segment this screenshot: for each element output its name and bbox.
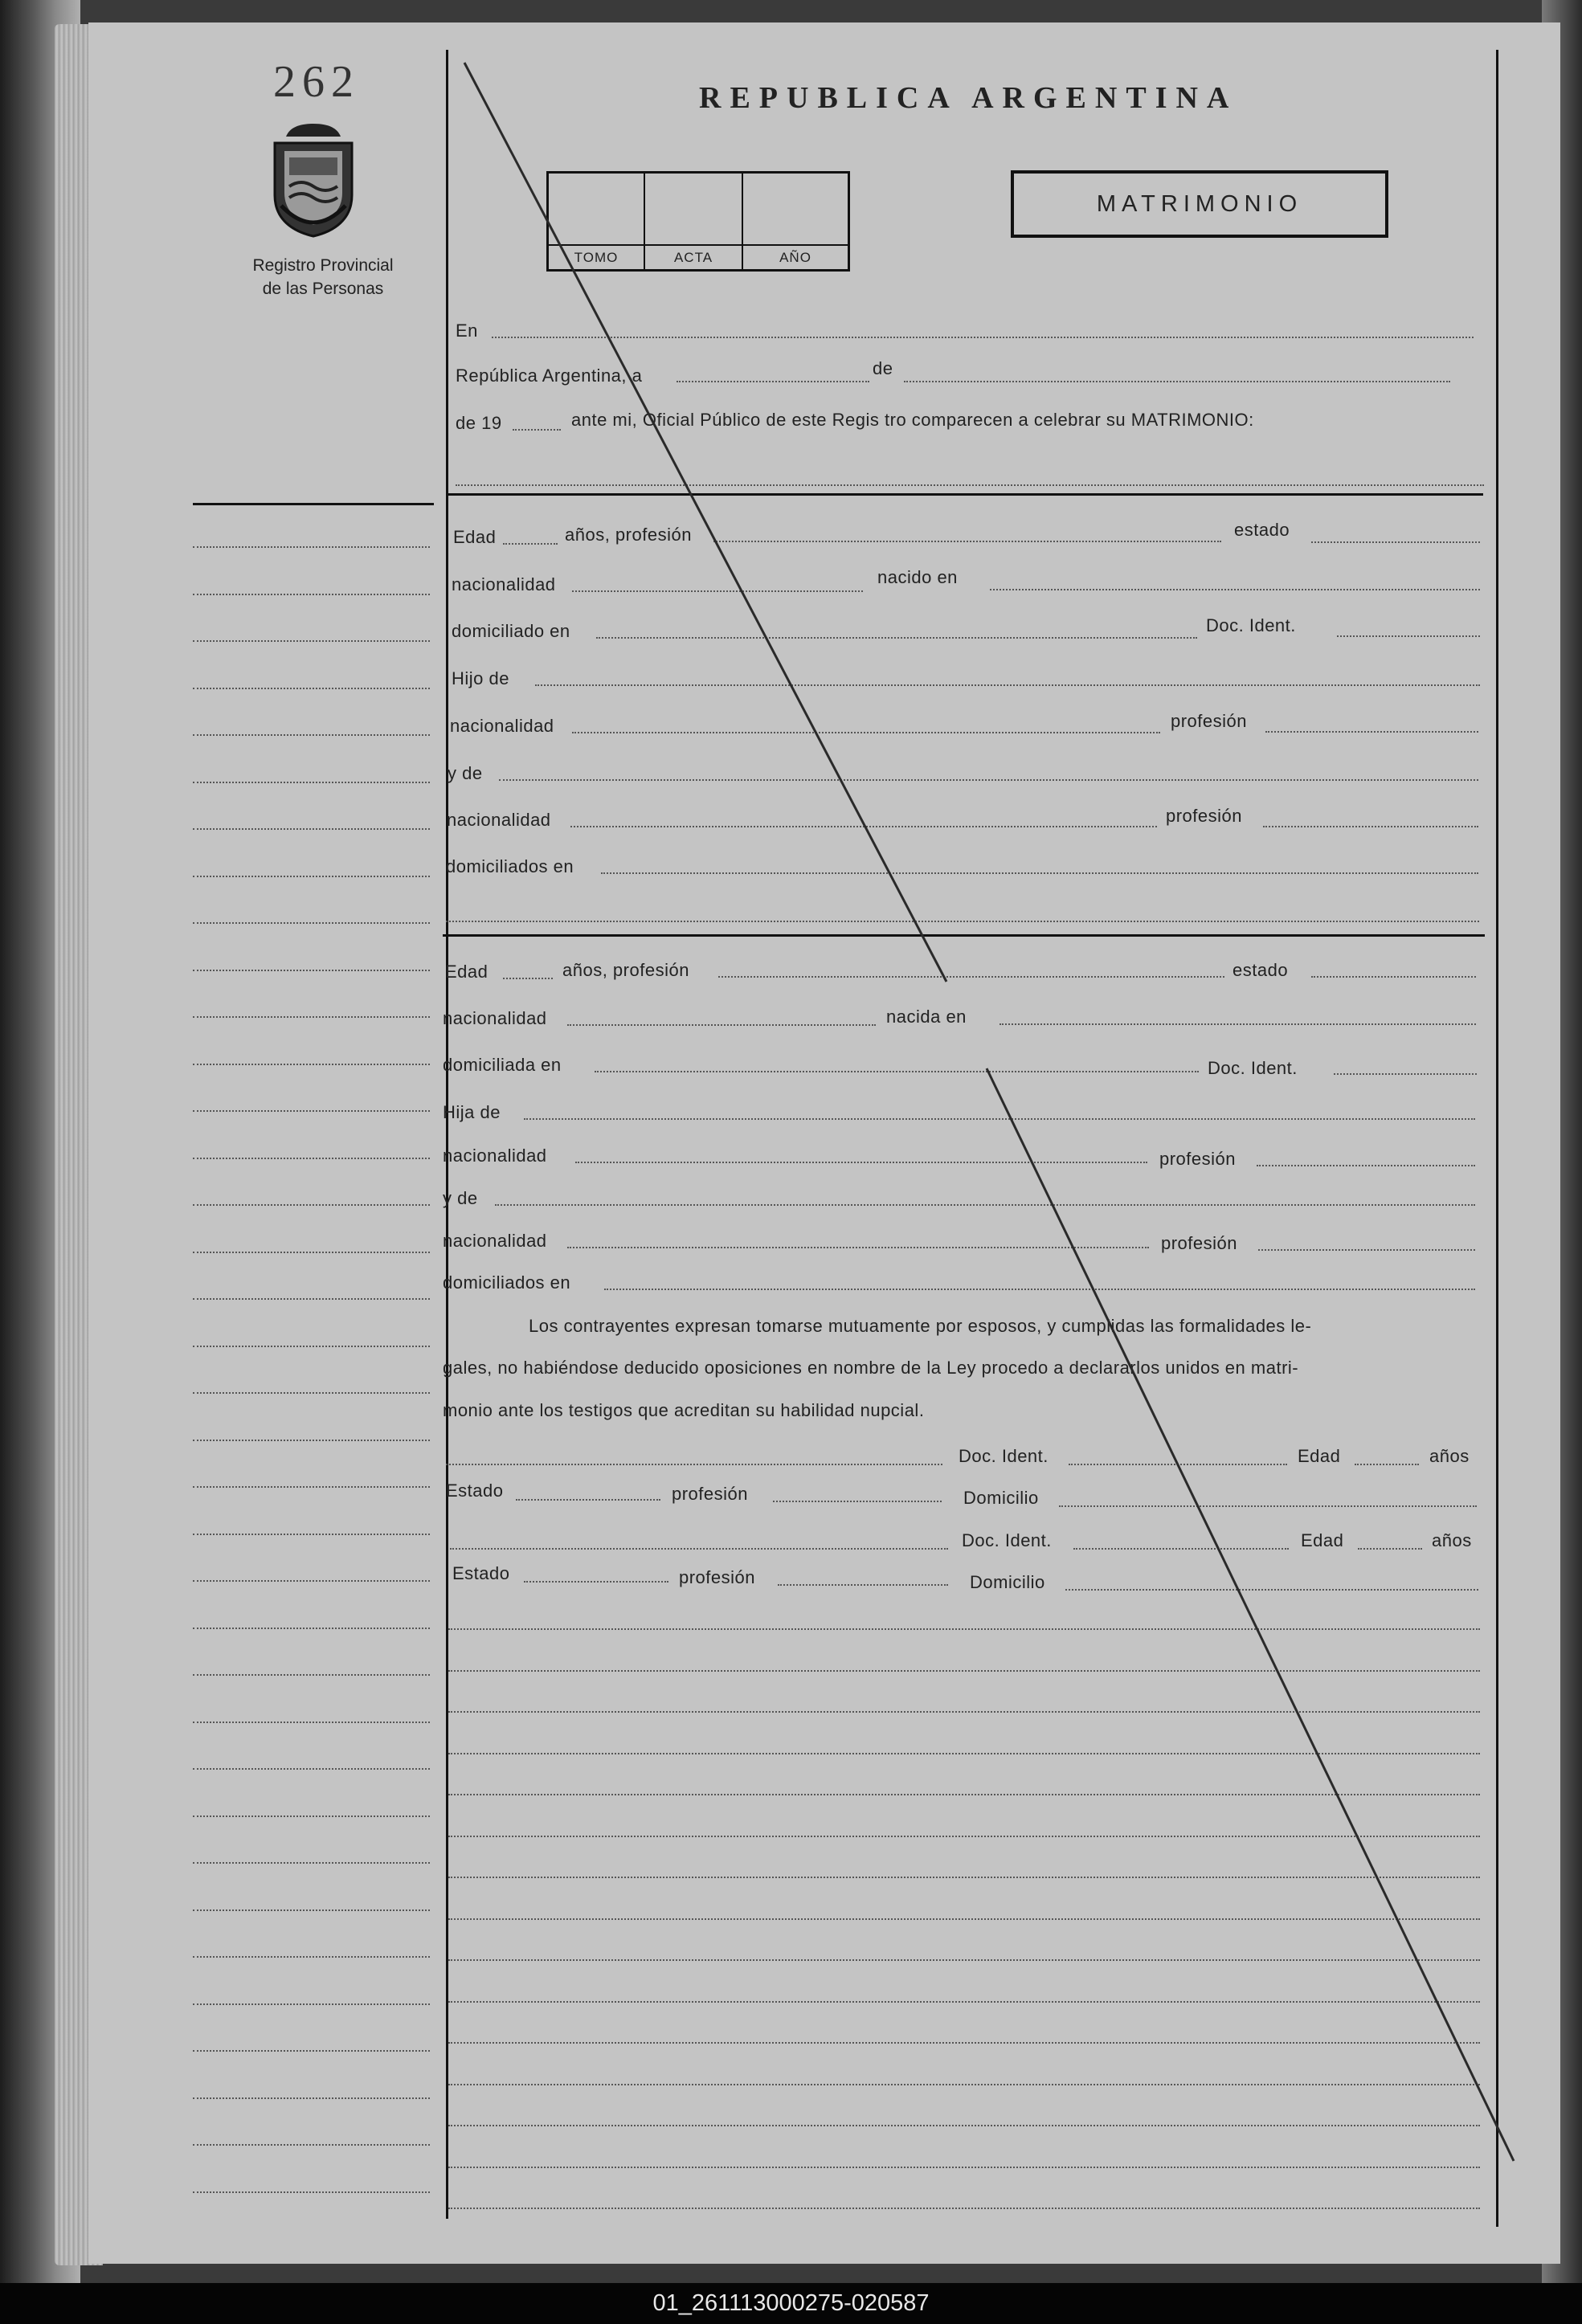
witness1-estado-label: Estado bbox=[446, 1481, 504, 1501]
year-prefix-label: de 19 bbox=[456, 413, 502, 433]
de-label: de bbox=[873, 358, 893, 378]
groom-nacido-en-label: nacido en bbox=[877, 567, 958, 587]
groom-parents-domicilio-label: domiciliados en bbox=[446, 856, 574, 876]
bride-anos-profesion-label: años, profesión bbox=[562, 960, 689, 980]
ano-label: AÑO bbox=[779, 250, 811, 265]
bride-y-de-label: y de bbox=[443, 1188, 478, 1208]
groom-father-nacionalidad-label: nacionalidad bbox=[450, 716, 554, 736]
strike-line-lower bbox=[987, 1068, 1514, 2161]
groom-mother-nacionalidad-label: nacionalidad bbox=[447, 810, 551, 830]
groom-hijo-de-label: Hijo de bbox=[452, 668, 509, 688]
bride-domiciliada-label: domiciliada en bbox=[443, 1055, 562, 1075]
republica-label: República Argentina, a bbox=[456, 366, 643, 386]
strike-line-upper bbox=[464, 63, 946, 982]
footer-image-id: 01_261113000275-020587 bbox=[0, 2283, 1582, 2324]
acta-label: ACTA bbox=[673, 250, 713, 265]
bride-parents-domicilio-label: domiciliados en bbox=[443, 1272, 571, 1293]
groom-edad-label: Edad bbox=[453, 527, 497, 547]
groom-y-de-label: y de bbox=[448, 763, 483, 783]
witness2-domicilio-label: Domicilio bbox=[970, 1572, 1045, 1592]
bride-hija-de-label: Hija de bbox=[443, 1102, 501, 1122]
witness2-anos-label: años bbox=[1432, 1530, 1472, 1550]
bride-nacida-en-label: nacida en bbox=[886, 1007, 967, 1027]
groom-estado-label: estado bbox=[1234, 520, 1290, 540]
groom-doc-ident-label: Doc. Ident. bbox=[1206, 615, 1296, 635]
bride-nacionalidad-label: nacionalidad bbox=[443, 1008, 547, 1028]
groom-nacionalidad-label: nacionalidad bbox=[452, 574, 556, 594]
page-number: 262 bbox=[273, 57, 360, 107]
witness2-doc-ident-label: Doc. Ident. bbox=[962, 1530, 1052, 1550]
registry-label-line2: de las Personas bbox=[262, 280, 384, 298]
witness1-domicilio-label: Domicilio bbox=[963, 1488, 1039, 1508]
country-title: REPUBLICA ARGENTINA bbox=[699, 81, 1238, 115]
groom-father-profesion-label: profesión bbox=[1171, 711, 1248, 731]
witness2-estado-label: Estado bbox=[452, 1563, 510, 1583]
groom-domiciliado-label: domiciliado en bbox=[452, 621, 570, 641]
ante-mi-text: ante mi, Oficial Público de este Regis tro comparecen a celebrar su MATRIMONIO: bbox=[571, 410, 1254, 430]
en-label: En bbox=[456, 321, 478, 341]
registry-label-line1: Registro Provincial bbox=[252, 256, 394, 275]
bride-mother-nacionalidad-label: nacionalidad bbox=[443, 1231, 547, 1251]
witness1-doc-ident-label: Doc. Ident. bbox=[959, 1446, 1049, 1466]
bride-estado-label: estado bbox=[1232, 960, 1289, 980]
groom-anos-profesion-label: años, profesión bbox=[565, 525, 692, 545]
declaration-line2: gales, no habiéndose deducido oposiciones en nombre de la Ley procedo a declararlos unidos en matri- bbox=[443, 1358, 1299, 1378]
witness1-profesion-label: profesión bbox=[672, 1484, 749, 1504]
bride-father-nacionalidad-label: nacionalidad bbox=[443, 1146, 547, 1166]
declaration-line3: monio ante los testigos que acreditan su habilidad nupcial. bbox=[443, 1400, 925, 1420]
record-type-box: MATRIMONIO bbox=[1011, 170, 1388, 238]
declaration-line1: Los contrayentes expresan tomarse mutuamente por esposos, y cumplidas las formalidades le- bbox=[529, 1316, 1312, 1336]
witness1-anos-label: años bbox=[1429, 1446, 1470, 1466]
bride-doc-ident-label: Doc. Ident. bbox=[1208, 1058, 1298, 1078]
groom-mother-profesion-label: profesión bbox=[1166, 806, 1243, 826]
bride-edad-label: Edad bbox=[445, 962, 488, 982]
witness2-edad-label: Edad bbox=[1301, 1530, 1344, 1550]
bride-father-profesion-label: profesión bbox=[1159, 1149, 1237, 1169]
witness2-profesion-label: profesión bbox=[679, 1567, 756, 1587]
bride-mother-profesion-label: profesión bbox=[1161, 1233, 1238, 1253]
tomo-label: TOMO bbox=[574, 250, 619, 265]
witness1-edad-label: Edad bbox=[1298, 1446, 1341, 1466]
